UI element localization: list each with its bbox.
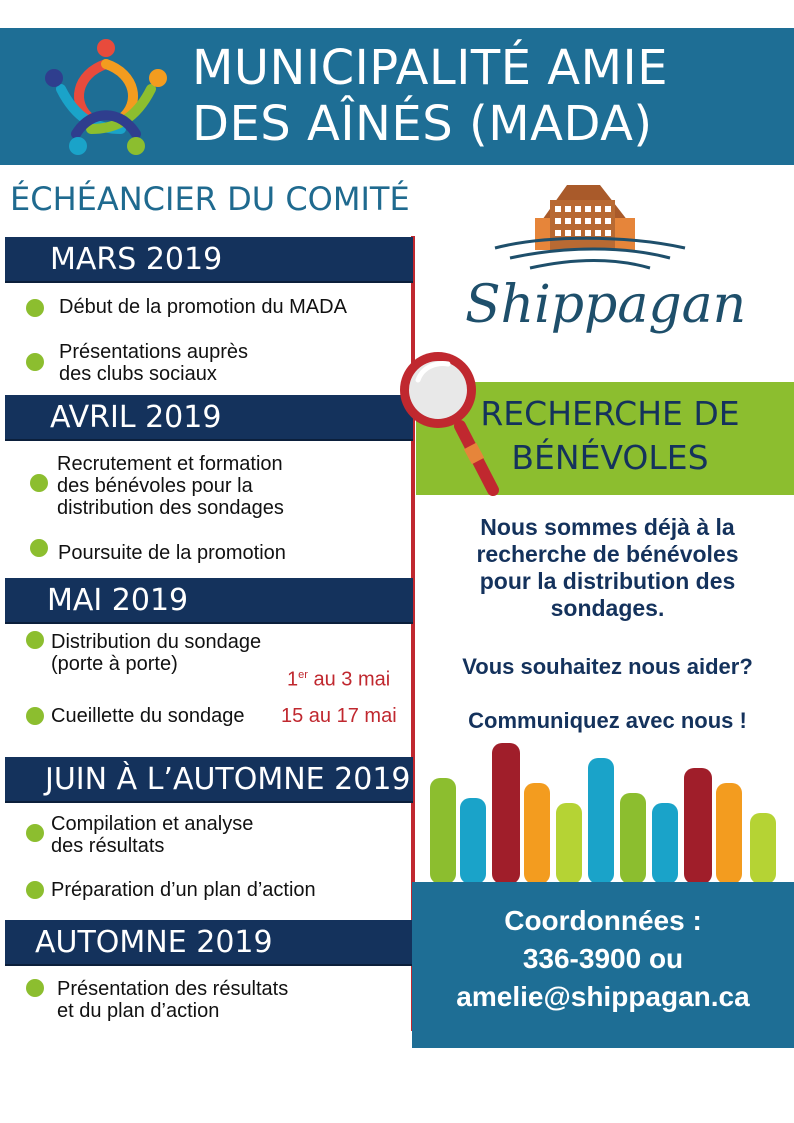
date-range [287, 664, 390, 691]
mada-logo-icon [36, 34, 176, 160]
date-rest: au 3 mai [307, 668, 391, 691]
contact-email[interactable]: amelie@shippagan.ca [456, 981, 750, 1012]
title-line-1: MUNICIPALITÉ AMIE [192, 40, 669, 96]
item-text: Présentations auprès [59, 341, 249, 363]
month-bar-mai: MAI 2019 [5, 578, 413, 624]
item-text: (porte à porte) [51, 653, 178, 675]
date-range: 15 au 17 mai [281, 705, 397, 727]
item-text: des clubs sociaux [59, 363, 217, 385]
bullet-icon [26, 631, 44, 649]
item-text: Préparation d’un plan d’action [51, 879, 316, 901]
volunteer-text-line: Nous sommes déjà à la [480, 514, 735, 540]
item-text: Compilation et analyse [51, 813, 254, 835]
volunteer-title [470, 392, 750, 480]
month-bar-mars: MARS 2019 [5, 237, 413, 283]
shippagan-logo-icon [455, 180, 720, 365]
contact-phone: 336-3900 ou [522, 943, 684, 974]
bullet-icon [30, 539, 48, 557]
contact-call: Communiquez avec nous ! [468, 708, 747, 733]
volunteer-text-line: recherche de bénévoles [476, 541, 739, 567]
volunteer-description [430, 514, 785, 622]
volunteer-text-line: sondages. [550, 595, 665, 621]
bullet-icon [26, 299, 44, 317]
timeline-item [51, 705, 244, 727]
timeline-item [57, 453, 284, 519]
title-line-2: DES AÎNÉS (MADA) [192, 96, 653, 152]
item-text: Cueillette du sondage [51, 705, 245, 727]
bullet-icon [26, 353, 44, 371]
volunteer-title-line-1: RECHERCHE DE [480, 394, 740, 433]
timeline-item [58, 542, 286, 564]
volunteer-title-line-2: BÉNÉVOLES [511, 438, 709, 477]
date-ordinal: er [298, 669, 308, 681]
timeline-item [51, 631, 261, 675]
item-text: Début de la promotion du MADA [59, 296, 347, 318]
item-text: Recrutement et formation [57, 453, 283, 475]
item-text: Distribution du sondage [51, 631, 262, 653]
item-text: des résultats [51, 835, 165, 857]
bullet-icon [26, 881, 44, 899]
item-text: et du plan d’action [57, 1000, 220, 1022]
committee-schedule-heading: ÉCHÉANCIER DU COMITÉ [10, 180, 410, 218]
contact-details [412, 902, 794, 1016]
bullet-icon [26, 707, 44, 725]
shippagan-logo-text: Shippagan [465, 275, 747, 335]
month-bar-avril: AVRIL 2019 [5, 395, 413, 441]
volunteer-text-line: pour la distribution des [479, 568, 736, 594]
timeline-item [51, 879, 316, 901]
timeline-item [59, 341, 248, 385]
bullet-icon [30, 474, 48, 492]
magnifying-glass-icon [398, 342, 508, 502]
item-text: Poursuite de la promotion [58, 542, 286, 564]
help-question: Vous souhaitez nous aider? [462, 654, 753, 679]
bullet-icon [26, 824, 44, 842]
item-text: des bénévoles pour la [57, 475, 253, 497]
bullet-icon [26, 979, 44, 997]
timeline-item [59, 296, 347, 318]
raised-hands-icon [420, 738, 794, 884]
month-bar-juin-automne: JUIN À L’AUTOMNE 2019 [5, 757, 413, 803]
date-day: 1 [287, 668, 299, 691]
timeline-item [57, 978, 288, 1022]
contact-label: Coordonnées : [504, 905, 702, 936]
item-text: distribution des sondages [57, 497, 284, 519]
month-bar-automne: AUTOMNE 2019 [5, 920, 413, 966]
page-title [192, 40, 792, 152]
timeline-item [51, 813, 253, 857]
item-text: Présentation des résultats [57, 978, 289, 1000]
